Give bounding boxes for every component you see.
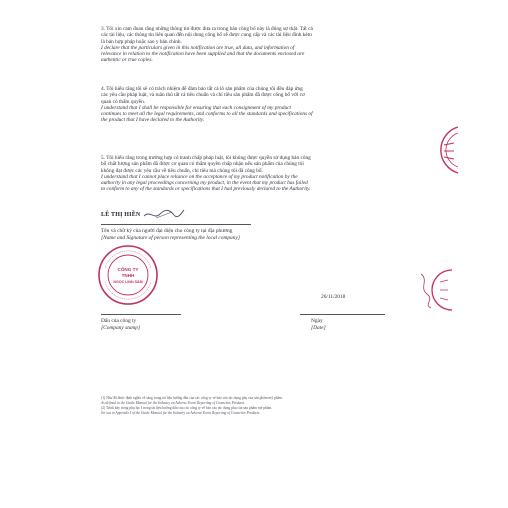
- paragraph-3-english: [101, 45, 442, 64]
- signature-caption-english: [Name and Signature of person representing the local company]: [101, 235, 240, 241]
- signer-name: LÊ THỊ HIỀN: [101, 212, 141, 218]
- footnote-1-english: As defined in the Guide Manual for the Industry on Adverse Event Reporting of Cosmetics Products: [101, 401, 245, 405]
- text-line: không đạt được các yêu cầu về tiêu chuẩn, chỉ tiêu mà chúng tôi đã công bố.: [101, 167, 263, 174]
- stamp-caption-english: [Company stamp]: [101, 325, 141, 331]
- stamp-caption-vietnamese: Dấu của công ty: [101, 318, 137, 324]
- text-line: I understand that I shall be responsible for ensuring that each consignment of my product: [101, 104, 291, 111]
- footnote-1-vietnamese: (1) Như đã được định nghĩa về sáng trong tài liệu hướng dẫn của các công ty về báo cáo tác dụng phụ của sản phẩm mỹ phẩm.: [101, 396, 283, 400]
- edge-seal-fragment-upper: [430, 125, 460, 175]
- seal-center-text-1: CÔNG TY: [117, 267, 139, 272]
- seal-center-text-2: TNHH: [121, 273, 135, 278]
- text-line: các yêu cầu pháp luật, và tuân thủ tất cả tiêu chuẩn và chỉ tiêu sản phẩm đã được công bố với cơ: [101, 92, 305, 99]
- date-signature-scribble: [415, 270, 437, 310]
- text-line: to conform to any of the standards or specifications that I had previously declared to the Authority.: [101, 186, 311, 193]
- date-caption-english: [Date]: [311, 325, 326, 331]
- paragraph-3-vietnamese: [101, 26, 442, 45]
- text-line: 4. Tôi hiểu rằng tôi sẽ có trách nhiệm để đảm bảo tất cả lô sản phẩm của chúng tôi đều đáp ứng: [101, 86, 303, 92]
- text-line: the product that I have declared to the Authority.: [101, 117, 205, 124]
- text-line: continues to meet all the legal requirements, and conforms to all the standards and specifications of: [101, 111, 313, 118]
- declaration-paragraph-5: [101, 155, 442, 193]
- text-line: các tài liệu, các thông tin liên quan đến nội dung công bố sẽ được cung cấp và các tài liệu đính kèm: [101, 32, 312, 39]
- stamp-line: [101, 314, 181, 315]
- declaration-paragraph-4: [101, 86, 442, 124]
- paragraph-4-english: [101, 105, 442, 124]
- handwritten-signature: [142, 206, 186, 222]
- footnote-2-english: Set out in Appendix I of the Guide Manual for the Industry on Adverse Event Reporting of Cosmetics Products: [101, 411, 260, 415]
- text-line: quan có thẩm quyền.: [101, 98, 146, 105]
- declaration-paragraph-3: [101, 26, 442, 64]
- text-line: bố chất lượng sản phẩm đã được cơ quan có thẩm quyền chấp nhận nếu sản phẩm của chúng tôi: [101, 161, 304, 168]
- date-value: 26/11/2018: [321, 294, 346, 300]
- text-line: là bản hợp pháp hoặc sao y bản chính.: [101, 38, 182, 45]
- date-caption-vietnamese: Ngày: [311, 318, 323, 324]
- text-line: authority in any legal proceedings concerning my product, in the event that my product has failed: [101, 180, 308, 187]
- company-seal: [97, 244, 159, 306]
- text-line: 3. Tôi xin cam đoan rằng những thông tin được đưa ra trong bản công bố này là đúng sự thật. Tất cả: [101, 26, 313, 32]
- signature-caption-vietnamese: Tên và chữ ký của người đại diện cho công ty tại địa phương: [101, 228, 233, 234]
- date-line: [300, 314, 385, 315]
- seal-center-text-3: NGỌC LINH SÂM: [113, 280, 143, 284]
- text-line: I understand that I cannot place reliance on the acceptance of my product notification by the: [101, 173, 298, 180]
- paragraph-5-english: [101, 174, 442, 193]
- paragraph-5-vietnamese: [101, 155, 442, 174]
- text-line: relevance in relation to the notification have been supplied and that the documents enclosed are: [101, 51, 305, 58]
- paragraph-4-vietnamese: [101, 86, 442, 105]
- footnote-2-vietnamese: (2) Trình bày trong phụ lục I trong tài liệu hướng dẫn của các công ty về báo cáo tác dụng phụ của sản phẩm mỹ phẩm.: [101, 406, 273, 410]
- text-line: 5. Tôi hiểu rằng trong trường hợp có tranh chấp pháp luật, tôi không được quyền sử dụng bản công: [101, 155, 311, 161]
- signature-line: [101, 224, 251, 225]
- text-line: I declare that the particulars given in this notification are true, all data, and information of: [101, 44, 295, 51]
- text-line: authentic or true copies.: [101, 57, 153, 64]
